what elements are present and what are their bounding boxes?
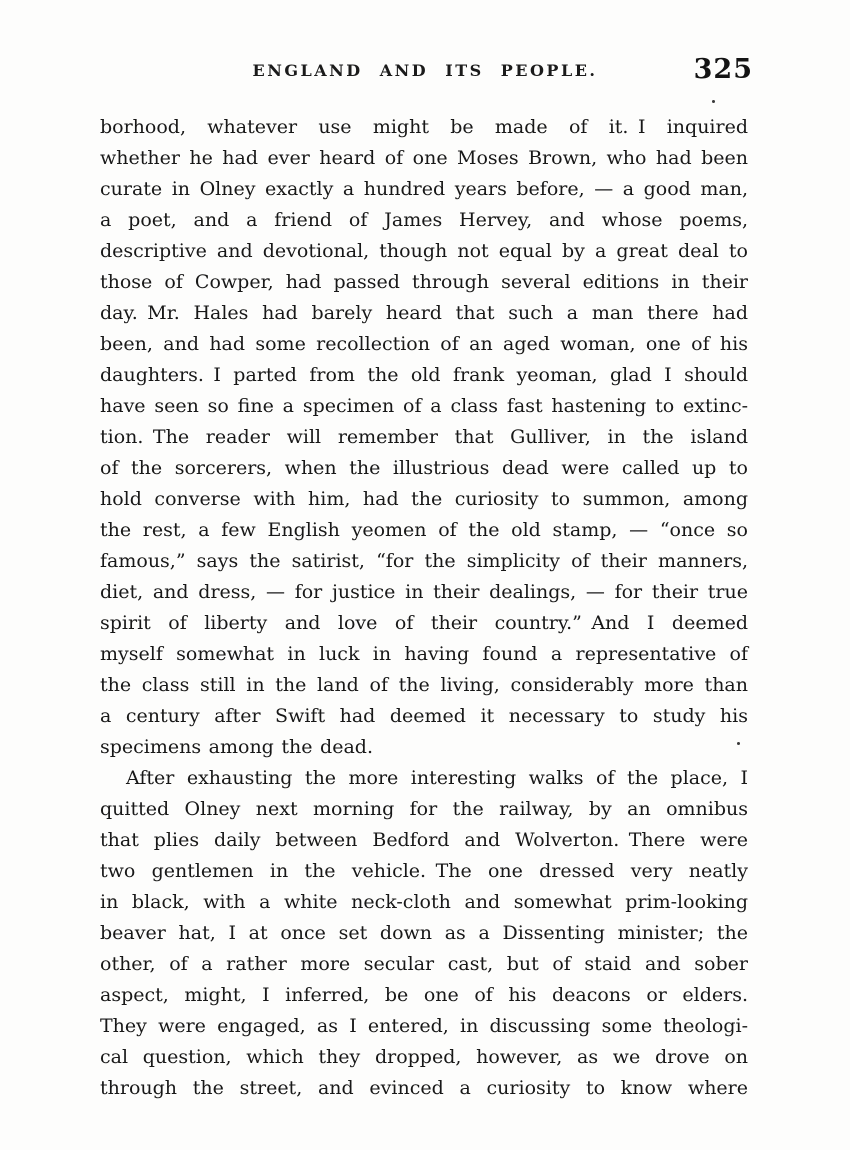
- text-line: They were engaged, as I entered, in discussing some theologi-: [100, 1015, 748, 1037]
- text-line: that plies daily between Bedford and Wolverton. There were: [100, 829, 748, 851]
- running-header-title: ENGLAND AND ITS PEOPLE.: [252, 61, 598, 80]
- text-line: other, of a rather more secular cast, but of staid and sober: [100, 953, 748, 975]
- scan-speck: [712, 100, 715, 103]
- text-line: quitted Olney next morning for the railway, by an omnibus: [100, 798, 748, 820]
- text-line: in black, with a white neck-cloth and somewhat prim-looking: [100, 891, 748, 913]
- text-line: beaver hat, I at once set down as a Dissenting minister; the: [100, 922, 748, 944]
- text-line: a century after Swift had deemed it necessary to study his: [100, 705, 748, 727]
- scan-speck: [737, 742, 740, 745]
- text-line: curate in Olney exactly a hundred years before, — a good man,: [100, 178, 748, 200]
- text-line: cal question, which they dropped, however, as we drove on: [100, 1046, 748, 1068]
- text-line: day. Mr. Hales had barely heard that such a man there had: [100, 302, 748, 324]
- text-line: aspect, might, I inferred, be one of his deacons or elders.: [100, 984, 748, 1006]
- text-line: myself somewhat in luck in having found a representative of: [100, 643, 748, 665]
- text-line: the class still in the land of the living, considerably more than: [100, 674, 748, 696]
- text-line: borhood, whatever use might be made of it. I inquired: [100, 116, 748, 138]
- text-line: famous,” says the satirist, “for the simplicity of their manners,: [100, 550, 748, 572]
- text-line: those of Cowper, had passed through several editions in their: [100, 271, 748, 293]
- text-line: spirit of liberty and love of their country.” And I deemed: [100, 612, 748, 634]
- text-line: daughters. I parted from the old frank yeoman, glad I should: [100, 364, 748, 386]
- text-line: tion. The reader will remember that Gulliver, in the island: [100, 426, 748, 448]
- text-line: of the sorcerers, when the illustrious dead were called up to: [100, 457, 748, 479]
- text-line: specimens among the dead.: [100, 736, 373, 758]
- text-line: have seen so fine a specimen of a class fast hastening to extinc-: [100, 395, 748, 417]
- text-line: hold converse with him, had the curiosity to summon, among: [100, 488, 748, 510]
- text-line: been, and had some recollection of an aged woman, one of his: [100, 333, 748, 355]
- text-line: through the street, and evinced a curiosity to know where: [100, 1077, 748, 1099]
- page-body: [100, 112, 748, 1104]
- text-line: diet, and dress, — for justice in their dealings, — for their true: [100, 581, 748, 603]
- text-line: whether he had ever heard of one Moses Brown, who had been: [100, 147, 748, 169]
- text-line: a poet, and a friend of James Hervey, and whose poems,: [100, 209, 748, 231]
- page-number: 325: [693, 54, 753, 85]
- text-line: descriptive and devotional, though not equal by a great deal to: [100, 240, 748, 262]
- text-line: After exhausting the more interesting walks of the place, I: [126, 767, 748, 789]
- text-line: two gentlemen in the vehicle. The one dressed very neatly: [100, 860, 748, 882]
- text-line: the rest, a few English yeomen of the old stamp, — “once so: [100, 519, 748, 541]
- running-header: [100, 54, 753, 88]
